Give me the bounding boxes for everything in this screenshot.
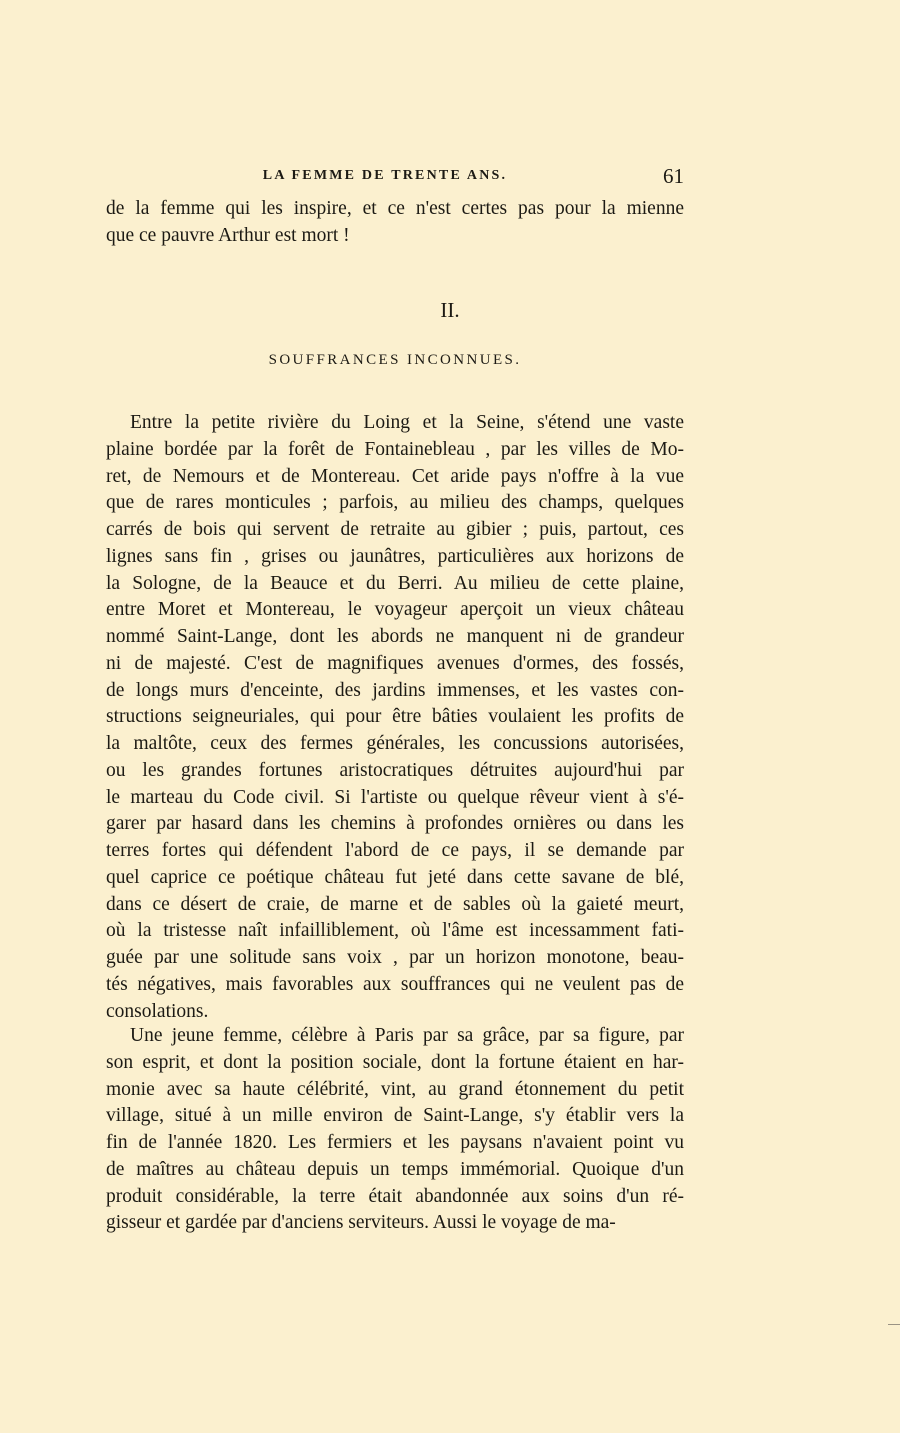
text-line: nommé Saint-Lange, dont les abords ne manquent ni de grandeur (106, 626, 684, 647)
text-line: son esprit, et dont la position sociale, dont la fortune étaient en har- (106, 1051, 684, 1073)
text-line: de la femme qui les inspire, et ce n'est certes pas pour la mienne (106, 198, 684, 219)
text-line: de maîtres au château depuis un temps immémorial. Quoique d'un (106, 1158, 684, 1180)
text-line: Une jeune femme, célèbre à Paris par sa grâce, par sa figure, par (130, 1025, 684, 1046)
paragraph-1 (106, 410, 684, 1025)
text-line: produit considérable, la terre était abandonnée aux soins d'un ré- (106, 1185, 684, 1207)
intro-text (106, 196, 684, 250)
text-line: carrés de bois qui servent de retraite au gibier ; puis, partout, ces (106, 519, 684, 540)
text-line: ou les grandes fortunes aristocratiques détruites aujourd'hui par (106, 759, 684, 781)
text-line: de longs murs d'enceinte, des jardins immenses, et les vastes con- (106, 679, 684, 701)
text-line: gisseur et gardée par d'anciens serviteurs. Aussi le voyage de ma- (106, 1212, 616, 1234)
text-line: la maltôte, ceux des fermes générales, les concussions autorisées, (106, 733, 684, 754)
text-line: fin de l'année 1820. Les fermiers et les paysans n'avaient point vu (106, 1132, 684, 1153)
paragraph-2 (106, 1023, 684, 1237)
text-line: où la tristesse naît infailliblement, où l'âme est incessamment fati- (106, 920, 684, 942)
text-line: entre Moret et Montereau, le voyageur aperçoit un vieux château (106, 599, 684, 621)
page-edge-mark (888, 1324, 900, 1325)
text-line: lignes sans fin , grises ou jaunâtres, particulières aux horizons de (106, 545, 684, 567)
text-line: ni de majesté. C'est de magnifiques avenues d'ormes, des fossés, (106, 652, 684, 674)
text-line: village, situé à un mille environ de Saint-Lange, s'y établir vers la (106, 1105, 684, 1127)
text-line: terres fortes qui défendent l'abord de ce pays, il se demande par (106, 840, 684, 861)
text-line: consolations. (106, 1000, 209, 1022)
text-line: guée par une solitude sans voix , par un horizon monotone, beau- (106, 947, 684, 968)
text-line: ret, de Nemours et de Montereau. Cet aride pays n'offre à la vue (106, 465, 684, 487)
text-line: garer par hasard dans les chemins à profondes ornières ou dans les (106, 813, 684, 835)
text-line: que de rares monticules ; parfois, au milieu des champs, quelques (106, 492, 684, 514)
text-line: plaine bordée par la forêt de Fontainebleau , par les villes de Mo- (106, 438, 684, 460)
page-number: 61 (663, 164, 684, 188)
text-line: Entre la petite rivière du Loing et la Seine, s'étend une vaste (130, 412, 684, 433)
text-line: tés négatives, mais favorables aux souffrances qui ne veulent pas de (106, 973, 684, 995)
text-line: que ce pauvre Arthur est mort ! (106, 224, 350, 246)
text-line: le marteau du Code civil. Si l'artiste ou quelque rêveur vient à s'é- (106, 786, 684, 808)
running-head (106, 164, 684, 188)
text-line: la Sologne, de la Beauce et du Berri. Au milieu de cette plaine, (106, 572, 684, 594)
section-title: SOUFFRANCES INCONNUES. (268, 352, 522, 368)
text-line: structions seigneuriales, qui pour être bâties voulaient les profits de (106, 706, 684, 728)
text-line: dans ce désert de craie, de marne et de sables où la gaieté meurt, (106, 893, 684, 915)
section-number: II. (440, 298, 460, 322)
text-line: monie avec sa haute célébrité, vint, au grand étonnement du petit (106, 1078, 684, 1100)
text-line: quel caprice ce poétique château fut jeté dans cette savane de blé, (106, 866, 684, 888)
running-head-title: LA FEMME DE TRENTE ANS. (262, 168, 508, 183)
